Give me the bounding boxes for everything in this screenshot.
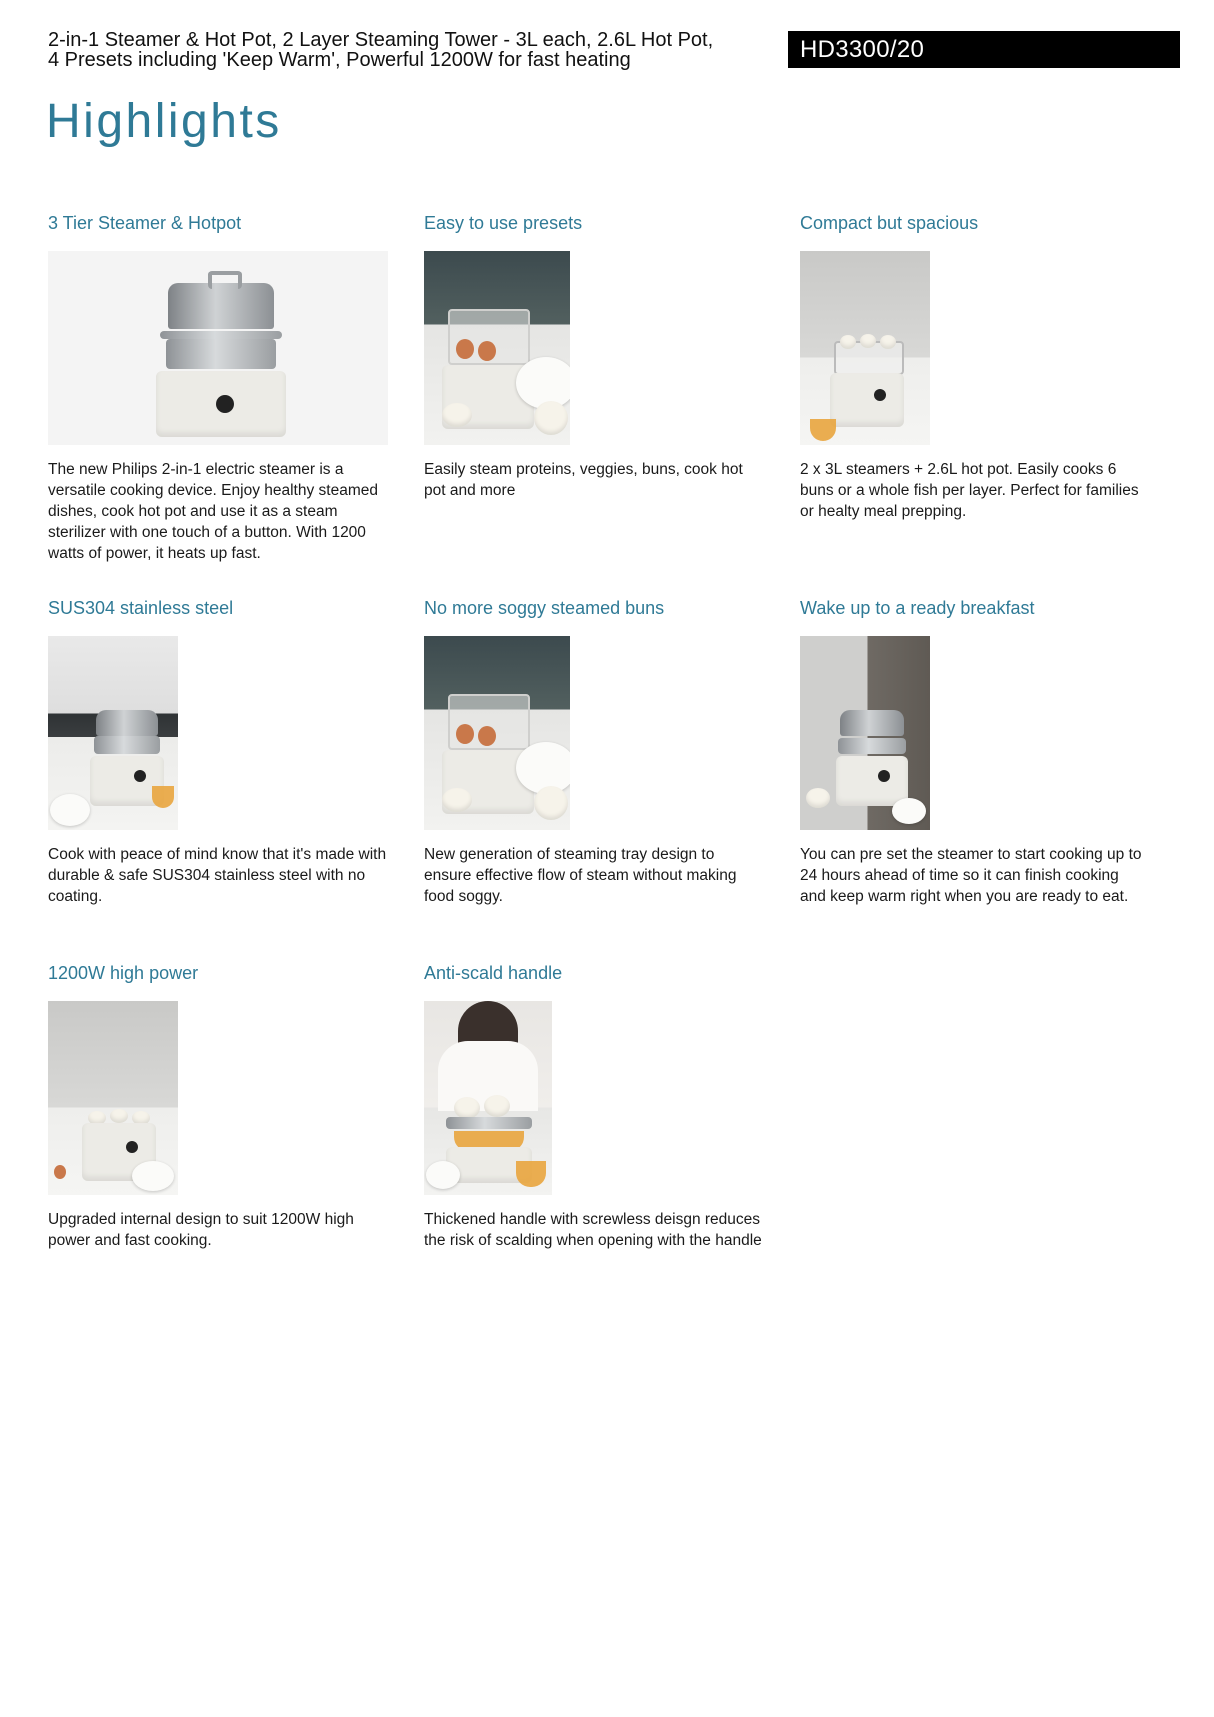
feature-anti-scald-handle	[424, 962, 774, 1249]
feature-presets	[424, 212, 774, 499]
feature-description: You can pre set the steamer to start cooking up to 24 hours ahead of time so it can finish cooking and keep warm right when you are ready to eat.	[800, 846, 1142, 905]
feature-ready-breakfast	[800, 597, 1150, 905]
feature-description: Cook with peace of mind know that it's made with durable & safe SUS304 stainless steel with no coating.	[48, 846, 387, 905]
feature-title: 1200W high power	[48, 963, 199, 983]
feature-description: Easily steam proteins, veggies, buns, cook hot pot and more	[424, 461, 743, 499]
feature-stainless-steel	[48, 597, 398, 905]
feature-3-tier-steamer	[48, 212, 398, 562]
breakfast-photo	[800, 636, 930, 830]
stainless-steel-photo	[48, 636, 178, 830]
presets-photo	[424, 251, 570, 445]
feature-title: No more soggy steamed buns	[424, 598, 665, 618]
feature-title: Easy to use presets	[424, 213, 583, 233]
page-title: Highlights	[46, 95, 282, 148]
anti-scald-photo	[424, 1001, 552, 1195]
feature-description: Upgraded internal design to suit 1200W high power and fast cooking.	[48, 1211, 354, 1249]
feature-compact	[800, 212, 1150, 520]
feature-high-power	[48, 962, 398, 1249]
model-number-badge: HD3300/20	[788, 31, 1180, 68]
feature-title: Wake up to a ready breakfast	[800, 598, 1035, 618]
feature-title: 3 Tier Steamer & Hotpot	[48, 213, 242, 233]
feature-title: Compact but spacious	[800, 213, 979, 233]
feature-description: New generation of steaming tray design to ensure effective flow of steam without making food soggy.	[424, 846, 737, 905]
product-photo	[48, 251, 388, 445]
feature-title: SUS304 stainless steel	[48, 598, 234, 618]
steamed-buns-photo	[424, 636, 570, 830]
feature-description: 2 x 3L steamers + 2.6L hot pot. Easily cooks 6 buns or a whole fish per layer. Perfect for families or healty meal prepping.	[800, 461, 1139, 520]
compact-photo	[800, 251, 930, 445]
feature-description: Thickened handle with screwless deisgn reduces the risk of scalding when opening with the handle	[424, 1211, 762, 1249]
high-power-photo	[48, 1001, 178, 1195]
document-header	[48, 30, 1180, 70]
product-subtitle: 2-in-1 Steamer & Hot Pot, 2 Layer Steaming Tower - 3L each, 2.6L Hot Pot, 4 Presets including 'Keep Warm', Powerful 1200W for fast heating	[48, 29, 714, 71]
feature-title: Anti-scald handle	[424, 963, 563, 983]
feature-description: The new Philips 2-in-1 electric steamer is a versatile cooking device. Enjoy healthy steamed dishes, cook hot pot and use it as a steam sterilizer with one touch of a button. With 1200 watts of power, it heats up fast.	[48, 461, 378, 562]
feature-no-soggy-buns	[424, 597, 774, 905]
